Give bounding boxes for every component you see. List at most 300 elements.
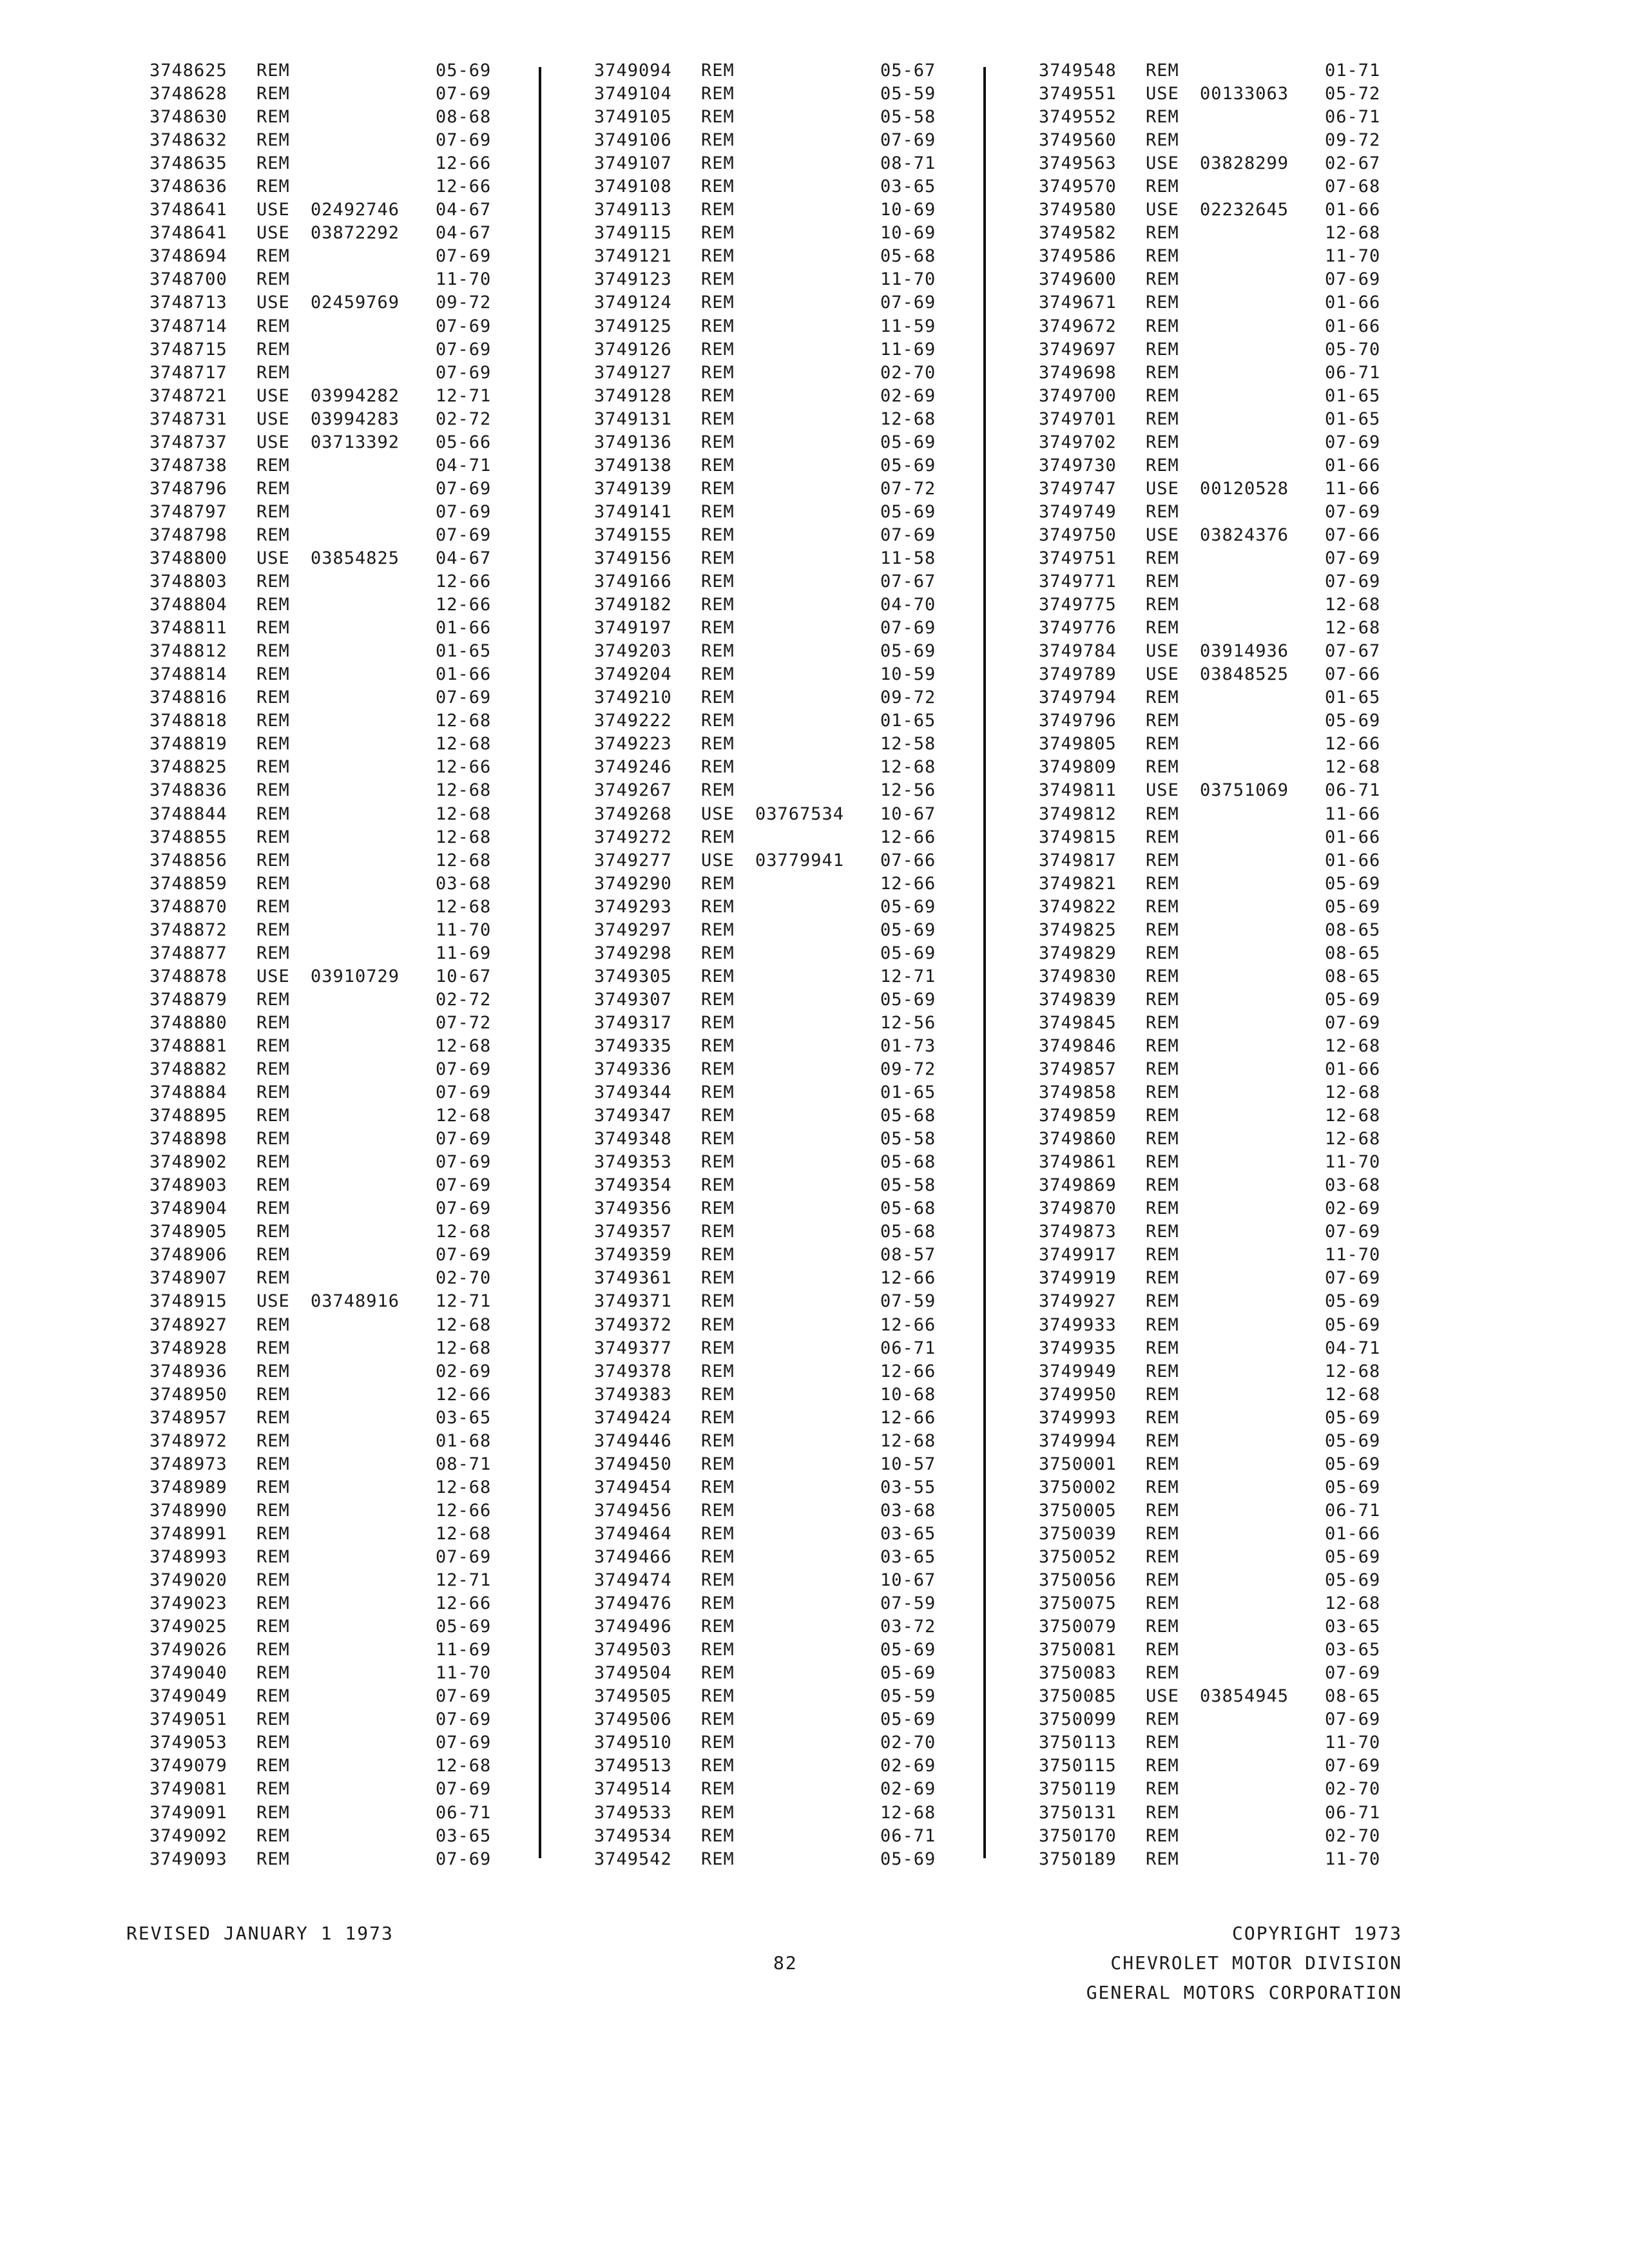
part-number: 3749829 bbox=[1039, 943, 1117, 963]
effective-date: 01-73 bbox=[880, 1035, 936, 1056]
effective-date: 05-69 bbox=[880, 501, 936, 522]
part-number: 3748737 bbox=[149, 432, 227, 452]
action-code: REM bbox=[256, 61, 290, 81]
effective-date: 08-65 bbox=[1325, 966, 1381, 986]
part-number: 3750083 bbox=[1039, 1663, 1117, 1684]
action-code: REM bbox=[701, 1547, 735, 1567]
effective-date: 11-70 bbox=[436, 1663, 492, 1684]
action-code: REM bbox=[701, 873, 735, 894]
action-code: REM bbox=[1146, 1779, 1179, 1800]
action-code: REM bbox=[256, 1361, 290, 1381]
action-code: REM bbox=[256, 84, 290, 104]
action-code: REM bbox=[256, 1617, 290, 1637]
action-code: USE bbox=[1146, 84, 1179, 104]
effective-date: 05-68 bbox=[880, 246, 936, 267]
action-code: REM bbox=[701, 989, 735, 1010]
action-code: USE bbox=[256, 293, 290, 313]
action-code: REM bbox=[256, 919, 290, 940]
effective-date: 07-69 bbox=[436, 1709, 492, 1730]
action-code: REM bbox=[701, 1500, 735, 1521]
part-number: 3749542 bbox=[594, 1849, 672, 1869]
part-number: 3749749 bbox=[1039, 501, 1117, 522]
part-number: 3749357 bbox=[594, 1222, 672, 1242]
action-code: REM bbox=[701, 1663, 735, 1684]
part-number: 3749533 bbox=[594, 1802, 672, 1823]
part-number: 3749697 bbox=[1039, 339, 1117, 360]
action-code: REM bbox=[1146, 107, 1179, 128]
effective-date: 07-69 bbox=[1325, 1663, 1381, 1684]
effective-date: 03-65 bbox=[880, 1547, 936, 1567]
part-number: 3749182 bbox=[594, 595, 672, 615]
effective-date: 05-69 bbox=[436, 61, 492, 81]
action-code: REM bbox=[1146, 548, 1179, 568]
action-code: REM bbox=[256, 1593, 290, 1614]
part-number: 3749344 bbox=[594, 1082, 672, 1103]
effective-date: 11-70 bbox=[436, 269, 492, 290]
action-code: REM bbox=[701, 595, 735, 615]
effective-date: 01-66 bbox=[1325, 1059, 1381, 1080]
action-code: REM bbox=[1146, 501, 1179, 522]
action-code: REM bbox=[1146, 966, 1179, 986]
part-number: 3748800 bbox=[149, 548, 227, 568]
part-number: 3749040 bbox=[149, 1663, 227, 1684]
action-code: REM bbox=[701, 339, 735, 360]
part-number: 3750170 bbox=[1039, 1825, 1117, 1846]
part-number: 3749156 bbox=[594, 548, 672, 568]
effective-date: 01-65 bbox=[1325, 385, 1381, 406]
part-number: 3750052 bbox=[1039, 1547, 1117, 1567]
replacement-number: 00120528 bbox=[1200, 478, 1289, 499]
effective-date: 12-68 bbox=[1325, 1035, 1381, 1056]
effective-date: 11-70 bbox=[1325, 1245, 1381, 1265]
effective-date: 07-69 bbox=[436, 501, 492, 522]
effective-date: 12-68 bbox=[1325, 757, 1381, 778]
part-number: 3748632 bbox=[149, 130, 227, 151]
effective-date: 12-68 bbox=[436, 1338, 492, 1358]
effective-date: 05-70 bbox=[1325, 339, 1381, 360]
replacement-number: 03848525 bbox=[1200, 664, 1289, 685]
part-number: 3748738 bbox=[149, 455, 227, 476]
part-number: 3750075 bbox=[1039, 1593, 1117, 1614]
effective-date: 12-66 bbox=[436, 595, 492, 615]
action-code: REM bbox=[1146, 1500, 1179, 1521]
action-code: REM bbox=[701, 1733, 735, 1753]
effective-date: 07-69 bbox=[1325, 572, 1381, 592]
page-number: 82 bbox=[773, 1952, 798, 1974]
part-number: 3750056 bbox=[1039, 1570, 1117, 1591]
action-code: REM bbox=[1146, 1640, 1179, 1660]
action-code: REM bbox=[1146, 223, 1179, 244]
effective-date: 07-69 bbox=[1325, 269, 1381, 290]
action-code: REM bbox=[256, 1106, 290, 1126]
action-code: REM bbox=[1146, 989, 1179, 1010]
part-number: 3749698 bbox=[1039, 362, 1117, 383]
effective-date: 12-66 bbox=[880, 1268, 936, 1289]
part-number: 3749267 bbox=[594, 780, 672, 801]
action-code: REM bbox=[1146, 1523, 1179, 1544]
action-code: REM bbox=[701, 1175, 735, 1196]
part-number: 3748818 bbox=[149, 711, 227, 731]
part-number: 3748993 bbox=[149, 1547, 227, 1567]
part-number: 3749794 bbox=[1039, 687, 1117, 708]
part-number: 3749476 bbox=[594, 1593, 672, 1614]
effective-date: 01-65 bbox=[880, 1082, 936, 1103]
action-code: REM bbox=[701, 246, 735, 267]
effective-date: 11-70 bbox=[1325, 1152, 1381, 1173]
effective-date: 02-70 bbox=[1325, 1825, 1381, 1846]
effective-date: 12-68 bbox=[436, 1035, 492, 1056]
effective-date: 12-68 bbox=[436, 850, 492, 870]
part-number: 3749869 bbox=[1039, 1175, 1117, 1196]
effective-date: 07-69 bbox=[436, 316, 492, 336]
effective-date: 02-72 bbox=[436, 989, 492, 1010]
replacement-number: 03767534 bbox=[755, 803, 845, 824]
effective-date: 07-69 bbox=[1325, 501, 1381, 522]
effective-date: 08-71 bbox=[436, 1454, 492, 1474]
part-number: 3749747 bbox=[1039, 478, 1117, 499]
part-number: 3748898 bbox=[149, 1129, 227, 1149]
effective-date: 11-70 bbox=[1325, 1733, 1381, 1753]
effective-date: 01-66 bbox=[1325, 827, 1381, 847]
effective-date: 12-71 bbox=[436, 1291, 492, 1312]
action-code: REM bbox=[256, 316, 290, 336]
part-number: 3749222 bbox=[594, 711, 672, 731]
part-number: 3749873 bbox=[1039, 1222, 1117, 1242]
effective-date: 02-70 bbox=[436, 1268, 492, 1289]
effective-date: 10-67 bbox=[880, 803, 936, 824]
effective-date: 12-58 bbox=[880, 734, 936, 754]
part-number: 3749514 bbox=[594, 1779, 672, 1800]
action-code: REM bbox=[701, 1523, 735, 1544]
action-code: REM bbox=[701, 1059, 735, 1080]
part-number: 3748870 bbox=[149, 896, 227, 917]
part-number: 3749104 bbox=[594, 84, 672, 104]
effective-date: 01-66 bbox=[1325, 850, 1381, 870]
effective-date: 12-68 bbox=[436, 711, 492, 731]
effective-date: 03-65 bbox=[1325, 1640, 1381, 1660]
effective-date: 04-70 bbox=[880, 595, 936, 615]
action-code: REM bbox=[256, 1686, 290, 1707]
part-number: 3750119 bbox=[1039, 1779, 1117, 1800]
part-number: 3749139 bbox=[594, 478, 672, 499]
part-number: 3748714 bbox=[149, 316, 227, 336]
part-number: 3749586 bbox=[1039, 246, 1117, 267]
effective-date: 11-70 bbox=[1325, 246, 1381, 267]
part-number: 3749845 bbox=[1039, 1012, 1117, 1033]
part-number: 3749809 bbox=[1039, 757, 1117, 778]
part-number: 3749203 bbox=[594, 641, 672, 662]
effective-date: 05-59 bbox=[880, 1686, 936, 1707]
effective-date: 05-69 bbox=[880, 1663, 936, 1684]
effective-date: 10-68 bbox=[880, 1384, 936, 1405]
effective-date: 05-69 bbox=[436, 1617, 492, 1637]
part-number: 3749293 bbox=[594, 896, 672, 917]
action-code: REM bbox=[256, 1523, 290, 1544]
effective-date: 12-68 bbox=[1325, 1593, 1381, 1614]
action-code: REM bbox=[1146, 1709, 1179, 1730]
part-number: 3748836 bbox=[149, 780, 227, 801]
part-number: 3749210 bbox=[594, 687, 672, 708]
effective-date: 07-69 bbox=[436, 478, 492, 499]
effective-date: 07-69 bbox=[436, 339, 492, 360]
action-code: REM bbox=[701, 1407, 735, 1428]
action-code: USE bbox=[1146, 1686, 1179, 1707]
action-code: REM bbox=[256, 1709, 290, 1730]
action-code: REM bbox=[1146, 687, 1179, 708]
part-number: 3748825 bbox=[149, 757, 227, 778]
action-code: REM bbox=[256, 1059, 290, 1080]
action-code: REM bbox=[256, 850, 290, 870]
effective-date: 11-70 bbox=[880, 269, 936, 290]
action-code: REM bbox=[701, 827, 735, 847]
effective-date: 12-68 bbox=[436, 780, 492, 801]
action-code: REM bbox=[701, 687, 735, 708]
part-number: 3749115 bbox=[594, 223, 672, 244]
replacement-number: 03854825 bbox=[311, 548, 400, 568]
action-code: REM bbox=[1146, 1012, 1179, 1033]
effective-date: 12-68 bbox=[436, 827, 492, 847]
part-number: 3749131 bbox=[594, 408, 672, 429]
action-code: REM bbox=[701, 1106, 735, 1126]
replacement-number: 03713392 bbox=[311, 432, 400, 452]
action-code: REM bbox=[256, 107, 290, 128]
part-number: 3748641 bbox=[149, 223, 227, 244]
effective-date: 12-66 bbox=[436, 177, 492, 197]
part-number: 3748814 bbox=[149, 664, 227, 685]
effective-date: 11-70 bbox=[436, 919, 492, 940]
effective-date: 01-65 bbox=[436, 641, 492, 662]
part-number: 3749812 bbox=[1039, 803, 1117, 824]
effective-date: 07-69 bbox=[436, 1059, 492, 1080]
part-number: 3749789 bbox=[1039, 664, 1117, 685]
action-code: REM bbox=[701, 548, 735, 568]
action-code: USE bbox=[256, 1291, 290, 1312]
part-number: 3749993 bbox=[1039, 1407, 1117, 1428]
part-number: 3749166 bbox=[594, 572, 672, 592]
part-number: 3748973 bbox=[149, 1454, 227, 1474]
replacement-number: 03872292 bbox=[311, 223, 400, 244]
part-number: 3748895 bbox=[149, 1106, 227, 1126]
effective-date: 05-68 bbox=[880, 1198, 936, 1219]
part-number: 3749857 bbox=[1039, 1059, 1117, 1080]
effective-date: 07-69 bbox=[880, 524, 936, 545]
action-code: REM bbox=[256, 618, 290, 639]
effective-date: 07-67 bbox=[880, 572, 936, 592]
action-code: REM bbox=[1146, 1407, 1179, 1428]
part-number: 3748906 bbox=[149, 1245, 227, 1265]
part-number: 3748957 bbox=[149, 1407, 227, 1428]
part-number: 3749859 bbox=[1039, 1106, 1117, 1126]
effective-date: 12-66 bbox=[880, 827, 936, 847]
part-number: 3750001 bbox=[1039, 1454, 1117, 1474]
part-number: 3749204 bbox=[594, 664, 672, 685]
part-number: 3749861 bbox=[1039, 1152, 1117, 1173]
effective-date: 12-56 bbox=[880, 780, 936, 801]
part-number: 3749919 bbox=[1039, 1268, 1117, 1289]
effective-date: 05-69 bbox=[1325, 1291, 1381, 1312]
part-number: 3749474 bbox=[594, 1570, 672, 1591]
replacement-number: 03914936 bbox=[1200, 641, 1289, 662]
effective-date: 02-69 bbox=[436, 1361, 492, 1381]
action-code: REM bbox=[1146, 1570, 1179, 1591]
effective-date: 07-66 bbox=[880, 850, 936, 870]
part-number: 3749383 bbox=[594, 1384, 672, 1405]
effective-date: 05-58 bbox=[880, 1129, 936, 1149]
effective-date: 05-68 bbox=[880, 1106, 936, 1126]
effective-date: 07-69 bbox=[436, 1686, 492, 1707]
action-code: REM bbox=[701, 1384, 735, 1405]
corporation-line: GENERAL MOTORS CORPORATION bbox=[1086, 1982, 1402, 2003]
effective-date: 08-65 bbox=[1325, 943, 1381, 963]
part-number: 3749950 bbox=[1039, 1384, 1117, 1405]
part-number: 3749317 bbox=[594, 1012, 672, 1033]
effective-date: 11-59 bbox=[880, 316, 936, 336]
effective-date: 12-66 bbox=[880, 1314, 936, 1335]
part-number: 3749336 bbox=[594, 1059, 672, 1080]
part-number: 3749026 bbox=[149, 1640, 227, 1660]
replacement-number: 03779941 bbox=[755, 850, 845, 870]
part-number: 3748641 bbox=[149, 200, 227, 220]
replacement-number: 03748916 bbox=[311, 1291, 400, 1312]
effective-date: 01-66 bbox=[1325, 455, 1381, 476]
part-number: 3749354 bbox=[594, 1175, 672, 1196]
effective-date: 06-71 bbox=[1325, 107, 1381, 128]
effective-date: 07-69 bbox=[436, 130, 492, 151]
action-code: REM bbox=[1146, 362, 1179, 383]
part-number: 3749563 bbox=[1039, 153, 1117, 174]
action-code: REM bbox=[256, 1733, 290, 1753]
action-code: REM bbox=[1146, 1245, 1179, 1265]
effective-date: 07-69 bbox=[880, 130, 936, 151]
part-number: 3749121 bbox=[594, 246, 672, 267]
action-code: REM bbox=[701, 1570, 735, 1591]
division-line: CHEVROLET MOTOR DIVISION bbox=[1110, 1952, 1402, 1974]
effective-date: 12-68 bbox=[1325, 595, 1381, 615]
action-code: REM bbox=[256, 524, 290, 545]
effective-date: 05-58 bbox=[880, 107, 936, 128]
action-code: REM bbox=[1146, 1802, 1179, 1823]
effective-date: 02-70 bbox=[1325, 1779, 1381, 1800]
effective-date: 07-69 bbox=[1325, 1222, 1381, 1242]
effective-date: 05-69 bbox=[1325, 873, 1381, 894]
part-number: 3748636 bbox=[149, 177, 227, 197]
part-number: 3750005 bbox=[1039, 1500, 1117, 1521]
action-code: REM bbox=[256, 687, 290, 708]
part-number: 3749424 bbox=[594, 1407, 672, 1428]
action-code: REM bbox=[1146, 1617, 1179, 1637]
effective-date: 07-69 bbox=[1325, 432, 1381, 452]
part-number: 3748881 bbox=[149, 1035, 227, 1056]
effective-date: 07-69 bbox=[436, 687, 492, 708]
part-number: 3749811 bbox=[1039, 780, 1117, 801]
part-number: 3749246 bbox=[594, 757, 672, 778]
effective-date: 07-69 bbox=[1325, 1709, 1381, 1730]
part-number: 3749775 bbox=[1039, 595, 1117, 615]
action-code: REM bbox=[701, 919, 735, 940]
part-number: 3749805 bbox=[1039, 734, 1117, 754]
effective-date: 02-69 bbox=[880, 1779, 936, 1800]
replacement-number: 03751069 bbox=[1200, 780, 1289, 801]
part-number: 3748855 bbox=[149, 827, 227, 847]
action-code: REM bbox=[1146, 177, 1179, 197]
part-number: 3749126 bbox=[594, 339, 672, 360]
action-code: REM bbox=[256, 1802, 290, 1823]
action-code: USE bbox=[1146, 200, 1179, 220]
part-number: 3748904 bbox=[149, 1198, 227, 1219]
replacement-number: 02459769 bbox=[311, 293, 400, 313]
effective-date: 06-71 bbox=[436, 1802, 492, 1823]
effective-date: 07-69 bbox=[880, 618, 936, 639]
action-code: REM bbox=[701, 177, 735, 197]
effective-date: 11-70 bbox=[1325, 1849, 1381, 1869]
effective-date: 11-69 bbox=[436, 1640, 492, 1660]
action-code: REM bbox=[256, 1825, 290, 1846]
action-code: REM bbox=[701, 1361, 735, 1381]
part-number: 3749372 bbox=[594, 1314, 672, 1335]
part-number: 3748859 bbox=[149, 873, 227, 894]
action-code: REM bbox=[256, 1477, 290, 1497]
part-number: 3749815 bbox=[1039, 827, 1117, 847]
action-code: REM bbox=[1146, 316, 1179, 336]
part-number: 3750002 bbox=[1039, 1477, 1117, 1497]
part-number: 3749136 bbox=[594, 432, 672, 452]
action-code: REM bbox=[1146, 1314, 1179, 1335]
part-number: 3748804 bbox=[149, 595, 227, 615]
action-code: REM bbox=[1146, 827, 1179, 847]
revised-date: REVISED JANUARY 1 1973 bbox=[126, 1923, 394, 1944]
effective-date: 12-66 bbox=[436, 1500, 492, 1521]
part-number: 3748905 bbox=[149, 1222, 227, 1242]
effective-date: 10-67 bbox=[436, 966, 492, 986]
action-code: REM bbox=[1146, 1129, 1179, 1149]
effective-date: 01-66 bbox=[1325, 293, 1381, 313]
action-code: REM bbox=[701, 501, 735, 522]
action-code: REM bbox=[256, 711, 290, 731]
action-code: REM bbox=[256, 1430, 290, 1451]
effective-date: 02-70 bbox=[880, 1733, 936, 1753]
part-number: 3749456 bbox=[594, 1500, 672, 1521]
effective-date: 03-65 bbox=[880, 1523, 936, 1544]
effective-date: 05-69 bbox=[880, 432, 936, 452]
action-code: REM bbox=[1146, 130, 1179, 151]
part-number: 3748844 bbox=[149, 803, 227, 824]
effective-date: 10-69 bbox=[880, 200, 936, 220]
effective-date: 12-68 bbox=[880, 757, 936, 778]
part-number: 3749290 bbox=[594, 873, 672, 894]
part-number: 3749020 bbox=[149, 1570, 227, 1591]
effective-date: 07-69 bbox=[436, 1849, 492, 1869]
part-number: 3749359 bbox=[594, 1245, 672, 1265]
part-number: 3749580 bbox=[1039, 200, 1117, 220]
effective-date: 12-66 bbox=[880, 1407, 936, 1428]
effective-date: 05-69 bbox=[880, 919, 936, 940]
replacement-number: 03828299 bbox=[1200, 153, 1289, 174]
part-number: 3748903 bbox=[149, 1175, 227, 1196]
part-number: 3749107 bbox=[594, 153, 672, 174]
part-number: 3749094 bbox=[594, 61, 672, 81]
action-code: REM bbox=[1146, 757, 1179, 778]
effective-date: 06-71 bbox=[1325, 1500, 1381, 1521]
part-number: 3749750 bbox=[1039, 524, 1117, 545]
action-code: REM bbox=[256, 1779, 290, 1800]
action-code: REM bbox=[256, 455, 290, 476]
effective-date: 10-67 bbox=[880, 1570, 936, 1591]
part-number: 3750115 bbox=[1039, 1756, 1117, 1776]
part-number: 3749503 bbox=[594, 1640, 672, 1660]
part-number: 3748928 bbox=[149, 1338, 227, 1358]
part-number: 3748856 bbox=[149, 850, 227, 870]
part-number: 3749155 bbox=[594, 524, 672, 545]
